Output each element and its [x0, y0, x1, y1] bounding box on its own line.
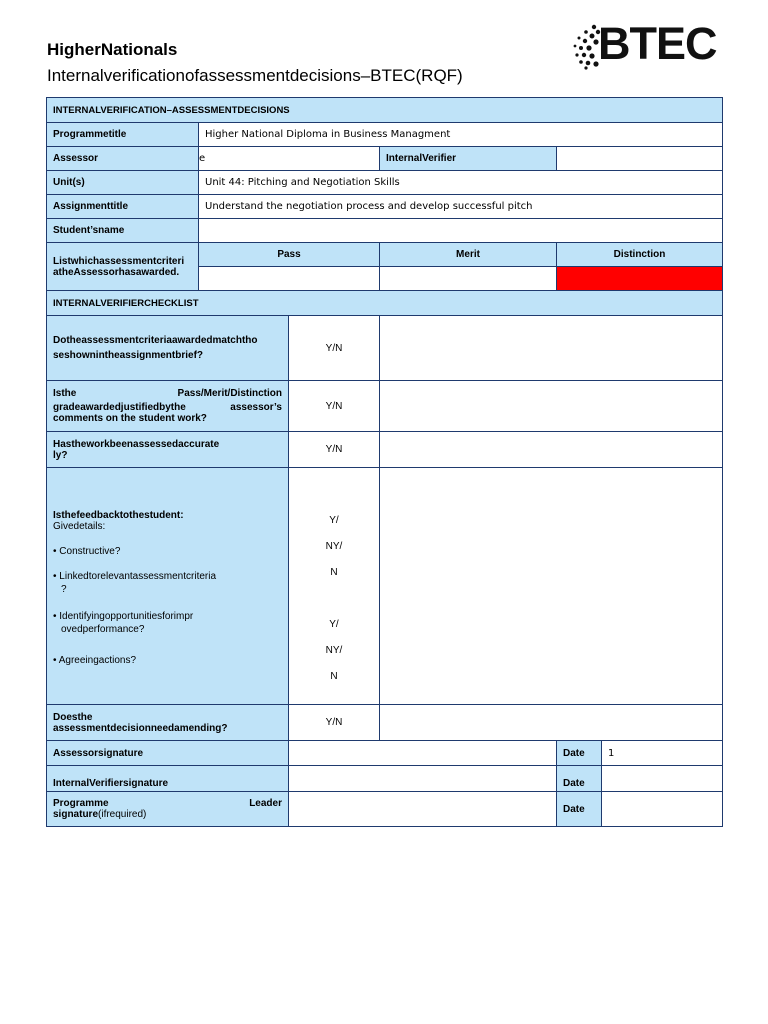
- q4-bullet-linked-line2: ?: [61, 584, 67, 595]
- iv-date-label: Date: [557, 766, 602, 792]
- assignment-title-field[interactable]: [199, 195, 723, 219]
- internal-verifier-field[interactable]: [557, 147, 723, 171]
- criteria-label-line1: Listwhichassessmentcriteri: [53, 255, 185, 267]
- q2-answer[interactable]: Y/N: [289, 381, 380, 432]
- units-value: Unit 44: Pitching and Negotiation Skills: [205, 177, 400, 188]
- criteria-awarded-label: [47, 243, 199, 291]
- pl-date-field[interactable]: [602, 792, 723, 827]
- q4-bullet-agreeing: • Agreeingactions?: [53, 655, 137, 666]
- q5-line2: assessmentdecisionneedamending?: [53, 722, 228, 734]
- q2-line1b: Pass/Merit/Distinction: [177, 388, 282, 399]
- iv-form-table: [46, 97, 723, 827]
- q4-bullet-opportunities-line1: • Identifyingopportunitiesforimpr: [53, 611, 194, 622]
- programme-title-label: Programmetitle: [47, 123, 199, 147]
- merit-header: Merit: [380, 243, 557, 267]
- iv-date-field[interactable]: [602, 766, 723, 792]
- distinction-header: Distinction: [557, 243, 723, 267]
- q2-question: [47, 381, 289, 432]
- q5-comments[interactable]: [380, 705, 723, 741]
- pass-criteria-field[interactable]: [199, 267, 380, 291]
- q5-answer[interactable]: Y/N: [289, 705, 380, 741]
- pass-header: Pass: [199, 243, 380, 267]
- assessor-signature-field[interactable]: [289, 741, 557, 766]
- assessor-date-value: 1: [608, 747, 615, 759]
- programme-title-field[interactable]: [199, 123, 723, 147]
- section-title-checklist: INTERNALVERIFIERCHECKLIST: [47, 291, 723, 316]
- internal-verifier-label: InternalVerifier: [380, 147, 557, 171]
- q4-answer-5: NY/: [325, 645, 343, 656]
- iv-signature-label: InternalVerifiersignature: [47, 766, 289, 792]
- criteria-label-line2: atheAssessorhasawarded.: [53, 266, 180, 278]
- q2-line1: [53, 388, 282, 399]
- q1-question: [47, 316, 289, 381]
- units-label: Unit(s): [47, 171, 199, 195]
- q2-line2: [53, 402, 282, 413]
- assessor-date-label: Date: [557, 741, 602, 766]
- pl-signature-b: Leader: [249, 798, 282, 809]
- q4-answer-1: Y/: [329, 515, 339, 526]
- q4-answer-6: N: [330, 671, 338, 682]
- q4-subtitle: Givedetails:: [53, 521, 106, 532]
- merit-criteria-field[interactable]: [380, 267, 557, 291]
- q4-answer-spacer: [295, 586, 373, 612]
- q4-bullet-linked-line1: • Linkedtorelevantassessmentcriteria: [53, 571, 217, 582]
- pl-date-label: Date: [557, 792, 602, 827]
- q2-line2b: assessor’s: [230, 402, 282, 413]
- assessor-label: Assessor: [47, 147, 199, 171]
- assignment-title-label: Assignmenttitle: [47, 195, 199, 219]
- q3-question: [47, 432, 289, 468]
- assessor-value: e: [199, 153, 206, 164]
- q1-line1: Dotheassessmentcriteriaawardedmatchtho: [53, 335, 258, 346]
- section-title-assessment: INTERNALVERIFICATION–ASSESSMENTDECISIONS: [47, 98, 723, 123]
- q2-comments[interactable]: [380, 381, 723, 432]
- programme-title-value: Higher National Diploma in Business Managment: [205, 129, 451, 140]
- q4-title: Isthefeedbacktothestudent:: [53, 510, 184, 521]
- q3-answer[interactable]: Y/N: [289, 432, 380, 468]
- student-name-field[interactable]: [199, 219, 723, 243]
- q4-question: [47, 468, 289, 705]
- q3-comments[interactable]: [380, 432, 723, 468]
- pl-signature-label: [47, 792, 289, 827]
- q4-answers[interactable]: [289, 468, 380, 705]
- logo-text: BTEC: [598, 18, 717, 69]
- q4-answer-4: Y/: [329, 619, 339, 630]
- student-name-label: Student’sname: [47, 219, 199, 243]
- pl-signature-line1: [53, 798, 282, 809]
- q4-answer-3: N: [330, 567, 338, 578]
- pl-signature-c: signature: [53, 809, 99, 820]
- assessor-field[interactable]: [199, 147, 380, 171]
- assignment-title-value: Understand the negotiation process and develop successful pitch: [205, 201, 533, 212]
- q2-line3: comments on the student work?: [53, 413, 207, 424]
- q2-line1a: Isthe: [53, 388, 77, 399]
- q4-bullet-opportunities-line2: ovedperformance?: [61, 624, 145, 635]
- q3-line1: Hastheworkbeenassessedaccurate: [53, 438, 220, 450]
- header-title: HigherNationals: [47, 40, 178, 59]
- iv-signature-field[interactable]: [289, 766, 557, 792]
- q4-comments[interactable]: [380, 468, 723, 705]
- q2-line2a: gradeawardedjustifiedbythe: [53, 402, 186, 413]
- q4-bullet-constructive: • Constructive?: [53, 546, 121, 557]
- header-subtitle: Internalverificationofassessmentdecisions–BTEC(RQF): [47, 66, 463, 85]
- units-field[interactable]: [199, 171, 723, 195]
- pl-signature-line2: [53, 809, 282, 820]
- btec-logo: [572, 18, 724, 72]
- q1-answer[interactable]: Y/N: [289, 316, 380, 381]
- q1-comments[interactable]: [380, 316, 723, 381]
- pl-signature-a: Programme: [53, 798, 109, 809]
- q3-line2: ly?: [53, 449, 68, 461]
- q1-line2: seshownintheassignmentbrief?: [53, 350, 204, 361]
- q5-line1: Doesthe: [53, 711, 93, 723]
- assessor-signature-label: Assessorsignature: [47, 741, 289, 766]
- distinction-criteria-field[interactable]: [557, 267, 723, 291]
- pl-signature-field[interactable]: [289, 792, 557, 827]
- q5-question: [47, 705, 289, 741]
- assessor-date-field[interactable]: [602, 741, 723, 766]
- q4-answer-2: NY/: [325, 541, 343, 552]
- pl-signature-d: (ifrequired): [98, 809, 147, 820]
